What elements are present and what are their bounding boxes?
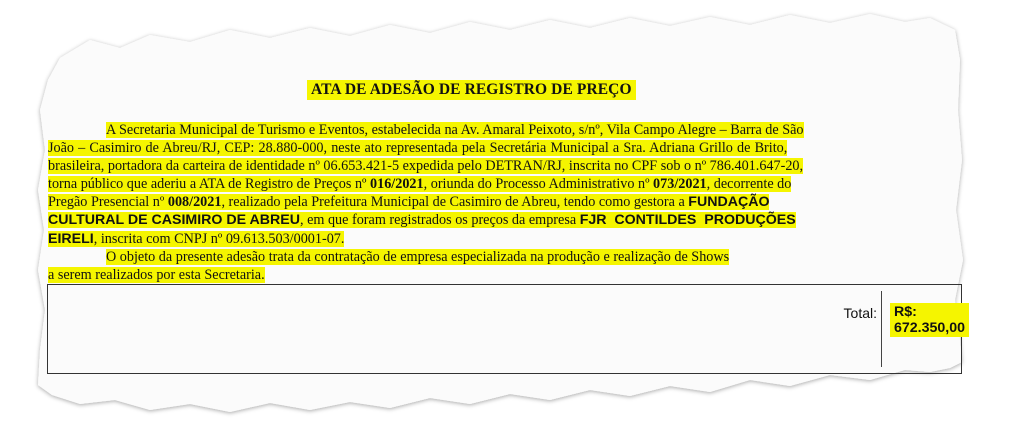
text-span: João – Casimiro de Abreu/RJ, CEP: 28.880-000, neste ato representada pela Secretária Municipal a Sra. Adriana Grillo de Brito, <box>48 140 788 157</box>
text-span <box>48 212 796 228</box>
pregao-number: 008/2021 <box>167 194 222 211</box>
text-span: A Secretaria Municipal de Turismo e Eventos, estabelecida na Av. Amaral Peixoto, s/nº, Vila Campo Alegre – Barra de São <box>106 122 804 138</box>
paragraph-line <box>48 266 890 284</box>
cnpj-text: , inscrita com CNPJ nº 09.613.503/0001-07. <box>93 230 345 247</box>
process-number: 073/2021 <box>653 176 707 193</box>
paragraph-adesao <box>48 121 890 248</box>
gestora-name: CULTURAL DE CASIMIRO DE ABREU <box>48 212 300 229</box>
paragraph-line <box>48 157 890 175</box>
paragraph-line <box>48 211 890 229</box>
total-label: Total: <box>843 305 877 321</box>
paragraph-line <box>48 248 890 266</box>
text-span: torna público que aderiu a ATA de Registro de Preços nº <box>48 176 371 193</box>
company-name: EIRELI <box>48 230 94 247</box>
paragraph-line <box>48 230 890 248</box>
ata-number: 016/2021 <box>370 176 424 193</box>
paragraph-line <box>48 193 890 211</box>
text-span: , oriunda do Processo Administrativo nº <box>423 176 654 193</box>
paragraph-line <box>48 175 890 193</box>
text-span <box>48 194 769 210</box>
table-cell-description <box>52 291 882 367</box>
paragraph-objeto <box>48 248 890 284</box>
text-span: Pregão Presencial nº <box>48 194 168 211</box>
text-span <box>48 176 791 192</box>
text-span: brasileira, portadora da carteira de identidade nº 06.653.421-5 expedida pelo DETRAN/RJ, inscrita no CPF sob o nº 786.401.647-20, <box>48 158 804 175</box>
text-span: , realizado pela Prefeitura Municipal de Casimiro de Abreu, tendo como gestora a <box>221 194 689 211</box>
paragraph-line <box>48 121 890 139</box>
text-span: a serem realizados por esta Secretaria. <box>48 267 265 284</box>
table-cell-value <box>882 291 966 367</box>
company-name: FJR CONTILDES PRODUÇÕES <box>579 212 796 229</box>
total-table <box>47 284 966 374</box>
total-value: R$: 672.350,00 <box>890 303 969 337</box>
text-span: O objeto da presente adesão trata da contratação de empresa especializada na produção e realização de Shows <box>106 249 730 265</box>
text-span <box>48 231 344 247</box>
document-title: ATA DE ADESÃO DE REGISTRO DE PREÇO <box>307 80 636 100</box>
text-span: , decorrente do <box>706 176 792 193</box>
text-span: , em que foram registrados os preços da empresa <box>299 212 580 229</box>
paragraph-line <box>48 139 890 157</box>
gestora-name: FUNDAÇÃO <box>688 194 770 211</box>
